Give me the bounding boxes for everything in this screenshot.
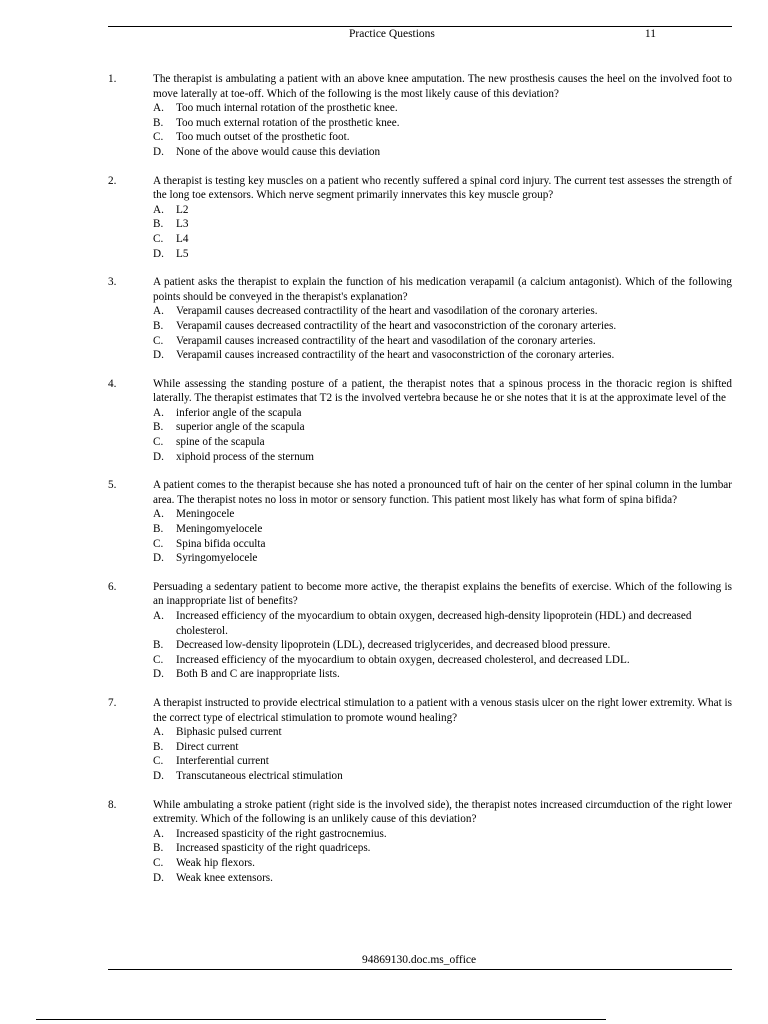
- option-text: Biphasic pulsed current: [176, 726, 282, 739]
- answer-option: [153, 609, 732, 638]
- question-number: 7.: [108, 696, 117, 709]
- answer-option: [153, 101, 732, 116]
- option-letter: A.: [153, 305, 164, 318]
- option-text: Meningocele: [176, 508, 235, 521]
- option-letter: B.: [153, 319, 164, 332]
- option-letter: A.: [153, 203, 164, 216]
- answer-option: [153, 856, 732, 871]
- answer-option: [153, 754, 732, 769]
- answer-option: [153, 841, 732, 856]
- option-letter: B.: [153, 523, 164, 536]
- answer-option: [153, 406, 732, 421]
- option-text: None of the above would cause this deviation: [176, 145, 381, 158]
- option-letter: D.: [153, 349, 164, 362]
- question-number: 2.: [108, 174, 117, 187]
- answer-option: [153, 638, 732, 653]
- next-page-rule: [36, 1019, 606, 1020]
- option-letter: B.: [153, 842, 164, 855]
- question-number: 5.: [108, 479, 117, 492]
- answer-option: [153, 551, 732, 566]
- question-stem: A patient asks the therapist to explain the function of his medication verapamil (a calcium antagonist). Which of the following points should be conveyed in the therapist's explanation?: [153, 276, 732, 303]
- option-letter: B.: [153, 116, 164, 129]
- option-text: Spina bifida occulta: [176, 537, 266, 550]
- option-text: Increased efficiency of the myocardium to obtain oxygen, decreased high-density lipoprotein (HDL) and decreased cholesterol.: [176, 610, 692, 637]
- answer-option: [153, 247, 732, 262]
- option-text: Increased spasticity of the right quadriceps.: [176, 842, 371, 855]
- question-item: [108, 72, 732, 160]
- question-number: 4.: [108, 377, 117, 390]
- option-letter: C.: [153, 334, 164, 347]
- page-footer: [108, 953, 732, 970]
- question-body: [153, 377, 732, 465]
- option-text: L4: [176, 232, 189, 245]
- page-header: [108, 26, 732, 43]
- option-letter: C.: [153, 856, 164, 869]
- answer-option: [153, 725, 732, 740]
- answer-option: [153, 507, 732, 522]
- question-body: [153, 478, 732, 566]
- option-text: L2: [176, 203, 189, 216]
- option-letter: D.: [153, 145, 164, 158]
- question-body: [153, 696, 732, 784]
- option-letter: C.: [153, 436, 164, 449]
- option-text: L5: [176, 247, 189, 260]
- option-letter: C.: [153, 755, 164, 768]
- answer-option: [153, 667, 732, 682]
- option-text: Weak hip flexors.: [176, 856, 255, 869]
- option-text: Both B and C are inappropriate lists.: [176, 668, 340, 681]
- option-text: Decreased low-density lipoprotein (LDL), decreased triglycerides, and decreased blood pressure.: [176, 639, 611, 652]
- option-text: Increased spasticity of the right gastrocnemius.: [176, 827, 387, 840]
- answer-option: [153, 827, 732, 842]
- answer-option: [153, 450, 732, 465]
- answer-option: [153, 537, 732, 552]
- option-text: spine of the scapula: [176, 436, 265, 449]
- question-number: 8.: [108, 798, 117, 811]
- question-body: [153, 275, 732, 363]
- option-text: Verapamil causes increased contractility of the heart and vasoconstriction of the coronary arteries.: [176, 349, 615, 362]
- answer-option: [153, 116, 732, 131]
- question-body: [153, 798, 732, 886]
- option-letter: A.: [153, 827, 164, 840]
- option-letter: D.: [153, 871, 164, 884]
- answer-option: [153, 420, 732, 435]
- option-letter: C.: [153, 232, 164, 245]
- option-text: Interferential current: [176, 755, 269, 768]
- question-stem: While ambulating a stroke patient (right side is the involved side), the therapist notes increased circumduction of the right lower extremity. Which of the following is an unlikely cause of this deviation?: [153, 798, 732, 826]
- option-letter: D.: [153, 668, 164, 681]
- option-letter: B.: [153, 740, 164, 753]
- option-letter: A.: [153, 508, 164, 521]
- option-text: Too much external rotation of the prosthetic knee.: [176, 116, 400, 129]
- answer-option: [153, 130, 732, 145]
- option-text: Transcutaneous electrical stimulation: [176, 769, 343, 782]
- option-text: superior angle of the scapula: [176, 421, 305, 434]
- answer-option: [153, 871, 732, 886]
- question-stem: Persuading a sedentary patient to become more active, the therapist explains the benefits of exercise. Which of the following is an inappropriate list of benefits?: [153, 580, 732, 608]
- option-text: Verapamil causes increased contractility of the heart and vasodilation of the coronary arteries.: [176, 334, 596, 347]
- question-item: [108, 174, 732, 262]
- option-text: Too much internal rotation of the prosthetic knee.: [176, 102, 398, 115]
- question-number: 3.: [108, 276, 117, 289]
- answer-option: [153, 653, 732, 668]
- option-text: Verapamil causes decreased contractility of the heart and vasodilation of the coronary arteries.: [176, 305, 598, 318]
- answer-option: [153, 348, 732, 363]
- answer-option: [153, 769, 732, 784]
- answer-option: [153, 217, 732, 232]
- option-letter: B.: [153, 218, 164, 231]
- option-letter: D.: [153, 769, 164, 782]
- option-text: xiphoid process of the sternum: [176, 450, 314, 463]
- question-item: [108, 696, 732, 784]
- answer-option: [153, 203, 732, 218]
- option-text: Increased efficiency of the myocardium to obtain oxygen, decreased cholesterol, and decreased LDL.: [176, 653, 630, 666]
- answer-option: [153, 319, 732, 334]
- option-text: Weak knee extensors.: [176, 871, 273, 884]
- option-letter: D.: [153, 247, 164, 260]
- option-letter: A.: [153, 726, 164, 739]
- question-body: [153, 174, 732, 262]
- option-letter: C.: [153, 537, 164, 550]
- question-item: [108, 377, 732, 465]
- question-body: [153, 580, 732, 682]
- question-item: [108, 275, 732, 363]
- answer-option: [153, 304, 732, 319]
- question-item: [108, 478, 732, 566]
- option-text: inferior angle of the scapula: [176, 406, 302, 419]
- option-letter: C.: [153, 653, 164, 666]
- question-body: [153, 72, 732, 160]
- question-item: [108, 580, 732, 682]
- option-letter: C.: [153, 131, 164, 144]
- question-number: 6.: [108, 580, 117, 593]
- option-text: Syringomyelocele: [176, 552, 258, 565]
- answer-option: [153, 740, 732, 755]
- option-letter: B.: [153, 421, 164, 434]
- question-stem: A therapist instructed to provide electrical stimulation to a patient with a venous stasis ulcer on the right lower extremity. What is the correct type of electrical stimulation to promote wound healing?: [153, 696, 732, 724]
- question-list: [108, 72, 732, 885]
- option-letter: A.: [153, 610, 164, 622]
- header-title: Practice Questions: [349, 28, 435, 40]
- option-text: Verapamil causes decreased contractility of the heart and vasoconstriction of the coronary arteries.: [176, 319, 617, 332]
- option-text: L3: [176, 218, 189, 231]
- answer-option: [153, 435, 732, 450]
- option-text: Meningomyelocele: [176, 523, 263, 536]
- option-text: Direct current: [176, 740, 239, 753]
- option-text: Too much outset of the prosthetic foot.: [176, 131, 350, 144]
- question-stem: The therapist is ambulating a patient with an above knee amputation. The new prosthesis causes the heel on the involved foot to move laterally at toe-off. Which of the following is the most likely cause of this deviation?: [153, 73, 732, 100]
- option-letter: B.: [153, 639, 164, 652]
- question-stem: A patient comes to the therapist because she has noted a pronounced tuft of hair on the center of her spinal column in the lumbar area. The therapist notes no loss in motor or sensory function. This patient most likely has what form of spina bifida?: [153, 479, 732, 506]
- question-number: 1.: [108, 73, 117, 85]
- option-letter: A.: [153, 406, 164, 419]
- question-stem: While assessing the standing posture of a patient, the therapist notes that a spinous process in the thoracic region is shifted laterally. The therapist estimates that T2 is the involved vertebra because he or she notes that it is at the approximate level of the: [153, 377, 732, 405]
- answer-option: [153, 334, 732, 349]
- footer-filename: 94869130.doc.ms_office: [362, 954, 477, 966]
- page-number: 11: [644, 28, 656, 40]
- answer-option: [153, 232, 732, 247]
- question-stem: A therapist is testing key muscles on a patient who recently suffered a spinal cord injury. The current test assesses the strength of the long toe extensors. Which nerve segment primarily innervates this key muscle group?: [153, 174, 732, 202]
- question-item: [108, 798, 732, 886]
- answer-option: [153, 145, 732, 160]
- option-letter: D.: [153, 552, 164, 565]
- answer-option: [153, 522, 732, 537]
- option-letter: D.: [153, 450, 164, 463]
- option-letter: A.: [153, 102, 164, 115]
